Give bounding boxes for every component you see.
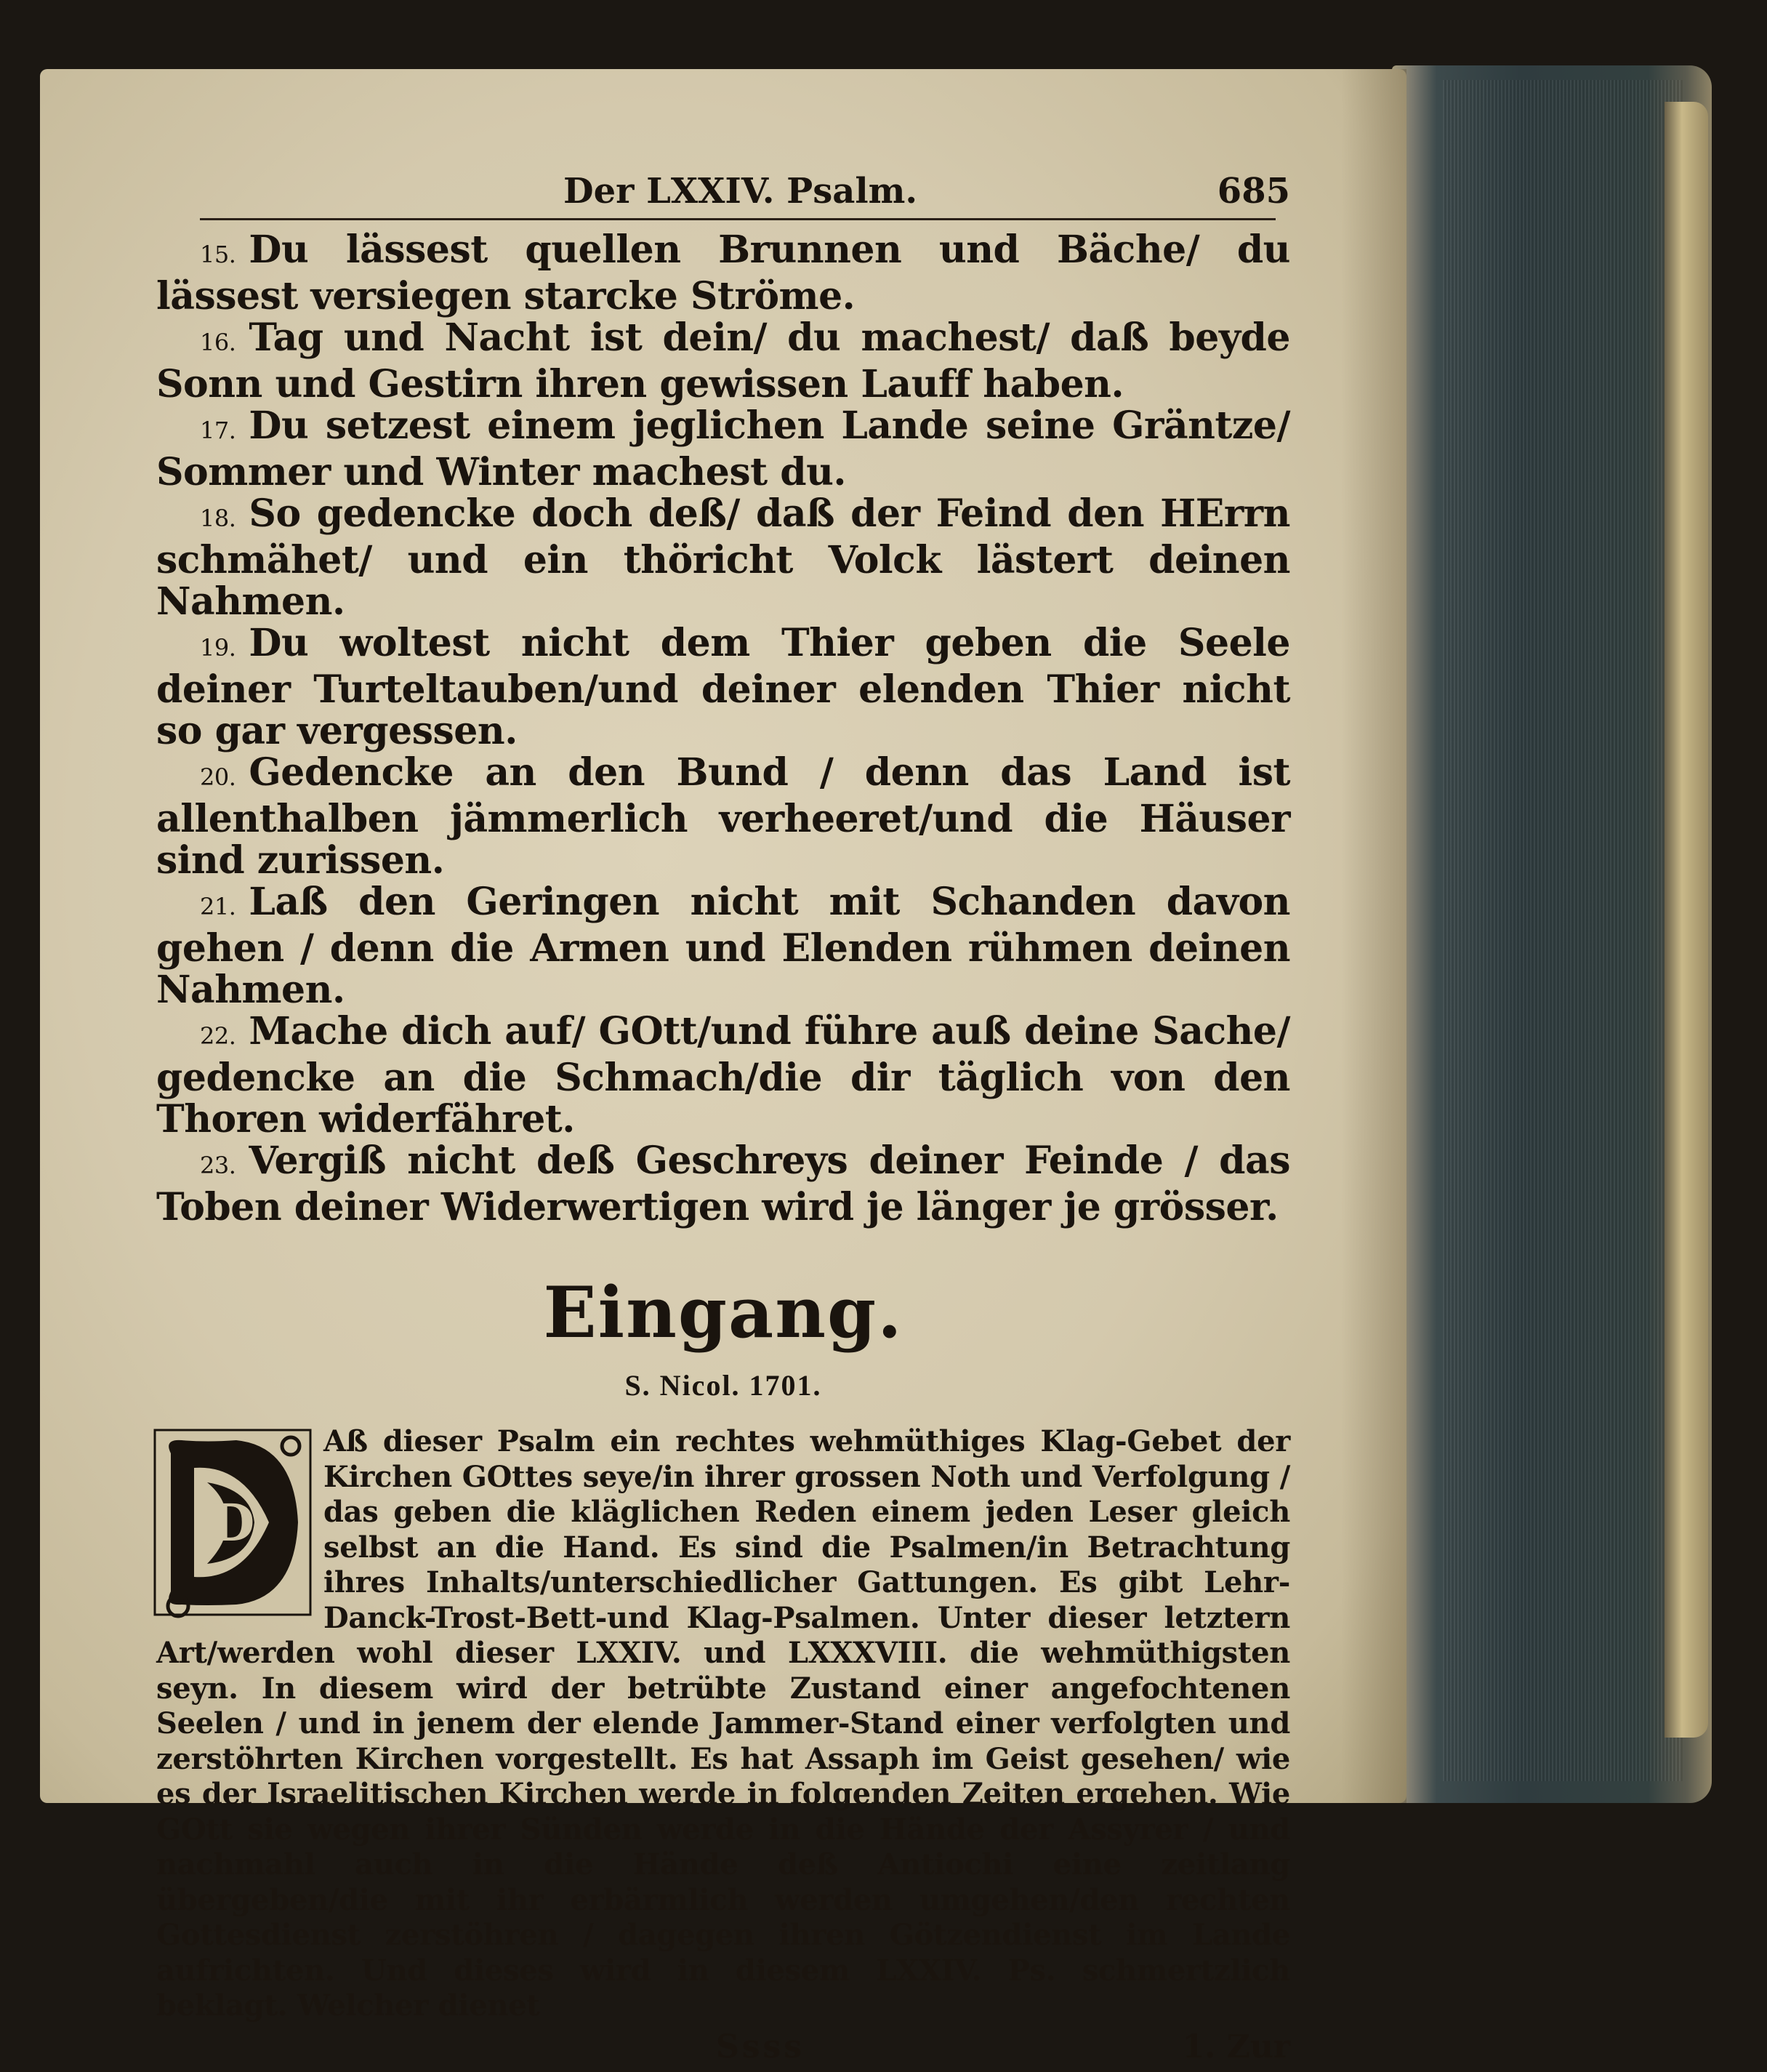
verse-number: 19. <box>200 634 236 662</box>
svg-text:D: D <box>210 1493 255 1553</box>
page-number: 685 <box>1217 171 1290 212</box>
verse-number: 21. <box>200 893 236 920</box>
verse-list <box>156 229 1290 1228</box>
intro-text: Aß dieser Psalm ein rechtes wehmüthiges Klag-Gebet der Kirchen GOttes seye/in ihrer grossen Noth und Verfolgung / das geben die kläglichen Reden einem jeden Leser gleich selbst an die Hand. Es sind die Psalmen/in Betrachtung ihres Inhalts/unterschiedlicher Gattungen. Es gibt Lehr-Danck-Trost-Bett-und Klag-Psalmen. Unter dieser letztern Art/werden wohl dieser LXXIV. und LXXXVIII. die wehmüthigsten seyn. In diesem wird der betrübte Zustand einer angefochtenen Seelen / und in jenem der elende Jammer-Stand einer verfolgten und zerstöhrten Kirchen vorgestellt. Es hat Assaph im Geist gesehen/ wie es der Israelitischen Kirchen werde in folgenden Zeiten ergehen. Wie GOtt sie wegen ihrer Sünden werde in die Hände der Assyrer / und nachmahl auch in die Hände deß Antiochi eine zeitlang übergeben/die mit ihr erbärmlich werden umgehen/den rechten Gottesdienst zerstöhren / dagegen ihren Götzendienst im Lande aufrichten. Und dieses wird in diesem LXXIV. Ps. schmertzlich beklagt. Welcher dienet <box>156 1424 1290 2023</box>
page-footer <box>156 2028 1290 2072</box>
verse <box>156 405 1290 493</box>
catchword: 1. Zur <box>1182 2028 1290 2065</box>
verse <box>156 1011 1290 1140</box>
intro-paragraph <box>156 1424 1290 2024</box>
head-rule <box>200 218 1276 220</box>
verse <box>156 752 1290 881</box>
section-title: Eingang. <box>543 1272 903 1354</box>
verse-number: 18. <box>200 505 236 532</box>
verse-number: 17. <box>200 417 236 444</box>
verse-number: 23. <box>200 1152 236 1179</box>
running-head <box>156 171 1290 222</box>
verse-number: 16. <box>200 329 236 356</box>
verse-number: 20. <box>200 763 236 791</box>
ornament-initial-icon <box>149 1424 316 1621</box>
book-page <box>40 69 1406 2065</box>
verse-text: Vergiß nicht deß Geschreys deiner Feinde / das Toben deiner Widerwertigen wird je länger je grösser. <box>156 1139 1290 1229</box>
book-cover-edge <box>1665 102 1708 1738</box>
verse-number: 22. <box>200 1022 236 1050</box>
book-page-edges <box>1392 65 1712 1803</box>
verse <box>156 881 1290 1011</box>
decorated-initial-d <box>149 1424 316 1621</box>
verse <box>156 622 1290 752</box>
running-title: Der LXXIV. Psalm. <box>563 171 918 212</box>
verse-text: Du woltest nicht dem Thier geben die Seele deiner Turteltauben/und deiner elenden Thier nicht so gar vergessen. <box>156 621 1290 753</box>
verse <box>156 229 1290 317</box>
verse <box>156 317 1290 405</box>
signature-mark: Ssss <box>716 2028 805 2065</box>
verse-text: Mache dich auf/ GOtt/und führe auß deine Sache/ gedencke an die Schmach/die dir täglich von den Thoren widerfähret. <box>156 1009 1290 1141</box>
verse-text: Laß den Geringen nicht mit Schanden davon gehen / denn die Armen und Elenden rühmen deinen Nahmen. <box>156 880 1290 1012</box>
verse-text: So gedencke doch deß/ daß der Feind den HErrn schmähet/ und ein thöricht Volck lästert deinen Nahmen. <box>156 491 1290 624</box>
text-block <box>156 171 1290 2072</box>
verse-text: Gedencke an den Bund / denn das Land ist allenthalben jämmerlich verheeret/und die Häuser sind zurissen. <box>156 750 1290 883</box>
section-source: S. Nicol. 1701. <box>624 1369 822 1402</box>
verse-text: Du lässest quellen Brunnen und Bäche/ du lässest versiegen starcke Ströme. <box>156 228 1290 318</box>
verse-number: 15. <box>200 241 236 268</box>
verse-text: Tag und Nacht ist dein/ du machest/ daß beyde Sonn und Gestirn ihren gewissen Lauff haben. <box>156 316 1290 406</box>
verse <box>156 1140 1290 1228</box>
verse <box>156 493 1290 622</box>
verse-text: Du setzest einem jeglichen Lande seine Gräntze/ Sommer und Winter machest du. <box>156 403 1290 494</box>
